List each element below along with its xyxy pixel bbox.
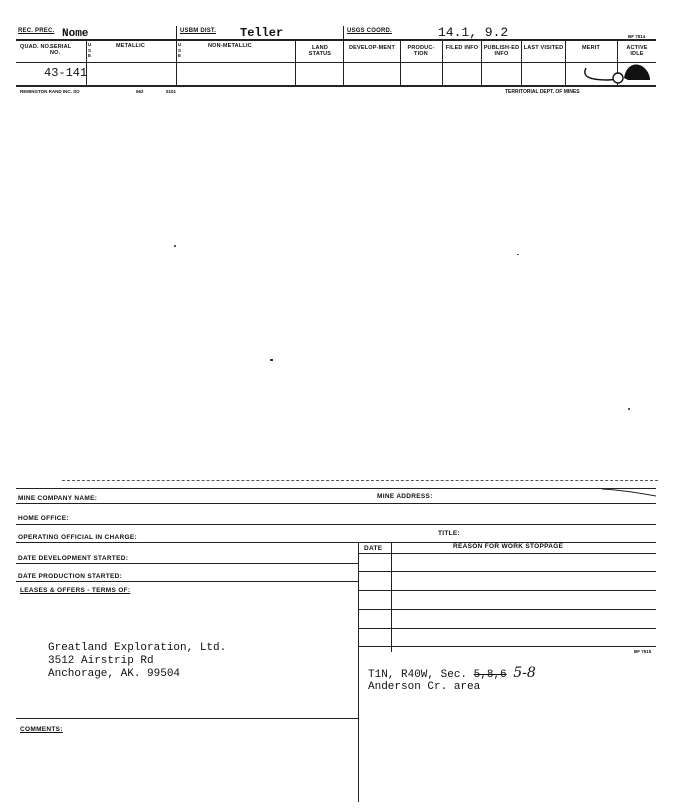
col-filed-info: FILED INFO <box>445 45 479 51</box>
location-line-1 <box>368 667 536 682</box>
col-production: PRODUC-TION <box>407 45 435 57</box>
location-struck: 5,8,6 <box>473 669 507 681</box>
printer-credit: REMINGTON RAND INC. SO <box>20 89 80 94</box>
date-development-label: DATE DEVELOPMENT STARTED: <box>18 555 129 562</box>
col-published-info: PUBLISH-ED INFO <box>483 45 520 57</box>
col-non-metallic: NON-METALLIC <box>208 43 252 49</box>
speck <box>517 254 519 255</box>
location-line-2: Anderson Cr. area <box>368 681 481 693</box>
usbm-dist-value: Teller <box>240 26 284 40</box>
form-number: BF 7514 <box>628 34 646 39</box>
speck <box>270 359 273 361</box>
comments-label: COMMENTS: <box>20 726 63 733</box>
col-quad-no: QUAD. NO. <box>20 44 51 50</box>
printer-code-2: 5101 <box>166 89 177 94</box>
date-production-label: DATE PRODUCTION STARTED: <box>18 573 123 580</box>
mine-company-name-label: MINE COMPANY NAME: <box>18 495 98 502</box>
col-use-right: U S E <box>178 42 182 58</box>
pen-stroke <box>600 484 658 500</box>
speck <box>174 245 176 247</box>
rec-prec-label: REC. PREC. <box>18 28 55 34</box>
col-active-idle: ACTIVE IDLE <box>626 45 648 57</box>
printer-code-1: 662 <box>136 89 144 94</box>
address-line-1: Greatland Exploration, Ltd. <box>48 642 227 654</box>
col-development: DEVELOP-MENT <box>348 45 396 51</box>
reason-header: REASON FOR WORK STOPPAGE <box>453 543 564 550</box>
location-handwritten: 5-8 <box>513 665 536 681</box>
department-name: TERRITORIAL DEPT. OF MINES <box>505 89 580 95</box>
col-land-status: LAND STATUS <box>308 45 332 57</box>
col-serial-no: SERIAL NO. <box>50 44 72 56</box>
speck <box>628 408 630 410</box>
mine-address-label: MINE ADDRESS: <box>377 493 433 500</box>
usgs-coord-label: USGS COORD. <box>347 28 392 34</box>
col-metallic: METALLIC <box>116 43 145 49</box>
col-merit: MERIT <box>581 45 601 51</box>
usgs-coord-value: 14.1, 9.2 <box>438 25 509 40</box>
operating-official-label: OPERATING OFFICIAL IN CHARGE: <box>18 534 137 541</box>
usbm-dist-label: USBM DIST. <box>180 28 217 34</box>
leases-offers-label: LEASES & OFFERS - TERMS OF: <box>20 587 131 594</box>
col-use-left: U S E <box>88 42 92 58</box>
rec-prec-value: Nome <box>62 28 89 40</box>
form-number-2: BF 7515 <box>634 649 652 654</box>
title-label: TITLE: <box>438 530 461 537</box>
address-line-3: Anchorage, AK. 99504 <box>48 668 181 680</box>
col-last-visited: LAST VISITED <box>523 45 564 51</box>
address-line-2: 3512 Airstrip Rd <box>48 655 154 667</box>
quad-serial-value: 43-141 <box>44 66 88 80</box>
hand-drawn-mark <box>578 58 658 88</box>
date-header: DATE <box>364 545 383 552</box>
home-office-label: HOME OFFICE: <box>18 515 69 522</box>
location-prefix: T1N, R40W, Sec. <box>368 669 468 681</box>
